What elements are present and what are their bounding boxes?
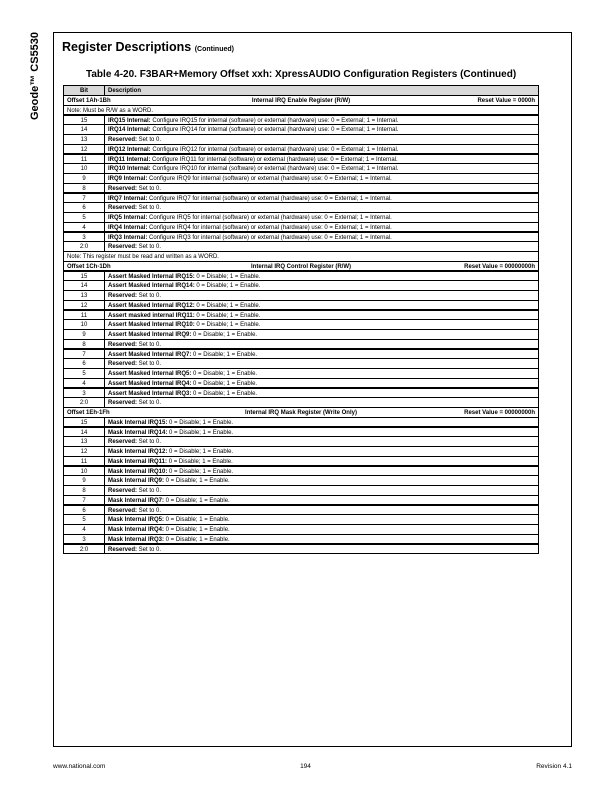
description-cell bbox=[105, 515, 538, 523]
field-description: 0 = Disable; 1 = Enable. bbox=[194, 283, 261, 290]
register-table bbox=[63, 86, 539, 554]
table-row bbox=[63, 378, 539, 388]
table-row bbox=[63, 310, 539, 320]
section-title-suffix: (Continued) bbox=[194, 46, 234, 53]
table-row bbox=[63, 534, 539, 544]
field-name: Mask Internal IRQ12: bbox=[108, 449, 168, 456]
bit-cell: 2:0 bbox=[64, 398, 105, 406]
description-cell bbox=[105, 369, 538, 377]
bit-cell: 8 bbox=[64, 184, 105, 192]
field-description: 0 = Disable; 1 = Enable. bbox=[164, 536, 230, 543]
table-row bbox=[63, 173, 539, 183]
register-note: Note: This register must be read and written as a WORD. bbox=[63, 251, 539, 261]
register-section-header bbox=[63, 95, 539, 105]
description-cell bbox=[105, 428, 538, 436]
field-name: Reserved: bbox=[108, 341, 138, 348]
bit-cell: 15 bbox=[64, 116, 105, 124]
description-cell bbox=[105, 379, 538, 387]
field-name: IRQ14 Internal: bbox=[108, 127, 151, 134]
bit-cell: 14 bbox=[64, 281, 105, 289]
table-row bbox=[63, 134, 539, 144]
bit-cell: 7 bbox=[64, 194, 105, 202]
field-description: Set to 0. bbox=[137, 507, 162, 514]
description-cell bbox=[105, 320, 538, 328]
bit-cell: 11 bbox=[64, 457, 105, 465]
table-row bbox=[63, 456, 539, 466]
register-section-header bbox=[63, 261, 539, 271]
field-name: IRQ12 Internal: bbox=[108, 146, 151, 153]
table-row bbox=[63, 144, 539, 154]
bit-cell: 9 bbox=[64, 174, 105, 182]
field-description: Configure IRQ11 for internal (software) or external (hardware) use: 0 = External; 1 = Internal. bbox=[150, 156, 398, 163]
bit-cell: 4 bbox=[64, 223, 105, 231]
table-row bbox=[63, 280, 539, 290]
register-section-header bbox=[63, 407, 539, 417]
register-reset-value: Reset Value = 00000000h bbox=[464, 410, 535, 417]
bit-cell: 6 bbox=[64, 506, 105, 514]
field-description: 0 = Disable; 1 = Enable. bbox=[194, 312, 261, 319]
field-name: Assert Masked Internal IRQ7: bbox=[108, 351, 192, 358]
field-name: IRQ3 Internal: bbox=[108, 234, 148, 241]
field-name: Mask Internal IRQ5: bbox=[108, 517, 165, 524]
field-description: Configure IRQ4 for internal (software) or external (hardware) use: 0 = External; 1 = Internal. bbox=[147, 224, 392, 231]
bit-cell: 15 bbox=[64, 418, 105, 426]
field-description: 0 = Disable; 1 = Enable. bbox=[194, 302, 261, 309]
description-cell bbox=[105, 213, 538, 221]
bit-cell: 10 bbox=[64, 164, 105, 172]
table-row bbox=[63, 163, 539, 173]
field-description: Set to 0. bbox=[137, 361, 162, 368]
field-name: Assert Masked Internal IRQ3: bbox=[108, 390, 192, 397]
description-cell bbox=[105, 350, 538, 358]
field-name: Mask Internal IRQ10: bbox=[108, 468, 168, 475]
table-row bbox=[63, 417, 539, 427]
description-cell bbox=[105, 398, 538, 406]
bit-cell: 5 bbox=[64, 213, 105, 221]
bit-cell: 8 bbox=[64, 340, 105, 348]
field-name: Reserved: bbox=[108, 439, 138, 446]
description-cell bbox=[105, 203, 538, 211]
bit-cell: 3 bbox=[64, 389, 105, 397]
table-row bbox=[63, 495, 539, 505]
description-cell bbox=[105, 535, 538, 543]
field-name: Reserved: bbox=[108, 546, 138, 553]
field-name: Reserved: bbox=[108, 244, 138, 251]
field-description: Set to 0. bbox=[137, 293, 162, 300]
description-cell bbox=[105, 496, 538, 504]
field-name: Reserved: bbox=[108, 185, 138, 192]
side-label bbox=[25, 32, 43, 122]
table-row bbox=[63, 436, 539, 446]
field-description: Set to 0. bbox=[137, 546, 162, 553]
table-row bbox=[63, 124, 539, 134]
table-row bbox=[63, 329, 539, 339]
bit-cell: 11 bbox=[64, 155, 105, 163]
description-cell bbox=[105, 467, 538, 475]
bit-cell: 6 bbox=[64, 359, 105, 367]
description-cell bbox=[105, 437, 538, 445]
bit-cell: 11 bbox=[64, 311, 105, 319]
field-description: 0 = Disable; 1 = Enable. bbox=[191, 351, 258, 358]
table-row bbox=[63, 446, 539, 456]
register-offset: Offset 1Eh-1Fh bbox=[67, 410, 110, 417]
bit-cell: 13 bbox=[64, 291, 105, 299]
field-name: Mask Internal IRQ4: bbox=[108, 527, 165, 534]
field-name: IRQ10 Internal: bbox=[108, 166, 151, 173]
description-cell bbox=[105, 223, 538, 231]
bit-cell: 13 bbox=[64, 437, 105, 445]
field-name: IRQ7 Internal: bbox=[108, 195, 148, 202]
table-row bbox=[63, 368, 539, 378]
description-cell bbox=[105, 340, 538, 348]
description-cell bbox=[105, 164, 538, 172]
field-name: IRQ11 Internal: bbox=[108, 156, 151, 163]
table-row bbox=[63, 202, 539, 212]
field-description: 0 = Disable; 1 = Enable. bbox=[167, 458, 233, 465]
table-row bbox=[63, 115, 539, 125]
table-row bbox=[63, 193, 539, 203]
description-cell bbox=[105, 301, 538, 309]
field-description: 0 = Disable; 1 = Enable. bbox=[167, 419, 234, 426]
bit-cell: 5 bbox=[64, 515, 105, 523]
field-name: Mask Internal IRQ14: bbox=[108, 429, 168, 436]
bit-cell: 15 bbox=[64, 272, 105, 280]
table-row bbox=[63, 154, 539, 164]
footer-website: www.national.com bbox=[53, 763, 106, 770]
table-row bbox=[63, 358, 539, 368]
description-cell bbox=[105, 174, 538, 182]
field-description: 0 = Disable; 1 = Enable. bbox=[167, 429, 234, 436]
field-description: Configure IRQ7 for internal (software) or external (hardware) use: 0 = External; 1 = Internal. bbox=[147, 195, 392, 202]
bit-cell: 12 bbox=[64, 301, 105, 309]
field-name: IRQ9 Internal: bbox=[108, 176, 148, 183]
table-row bbox=[63, 319, 539, 329]
field-description: Set to 0. bbox=[137, 341, 162, 348]
table-row bbox=[63, 524, 539, 534]
description-cell bbox=[105, 330, 538, 338]
footer-revision: Revision 4.1 bbox=[536, 763, 572, 770]
field-description: Set to 0. bbox=[137, 244, 162, 251]
table-row bbox=[63, 222, 539, 232]
field-name: Assert Masked Internal IRQ14: bbox=[108, 283, 195, 290]
field-description: 0 = Disable; 1 = Enable. bbox=[191, 380, 258, 387]
field-description: 0 = Disable; 1 = Enable. bbox=[164, 497, 230, 504]
field-description: 0 = Disable; 1 = Enable. bbox=[164, 517, 230, 524]
register-offset: Offset 1Ch-1Dh bbox=[67, 263, 111, 270]
field-name: Assert Masked Internal IRQ15: bbox=[108, 273, 195, 280]
field-name: Assert Masked Internal IRQ4: bbox=[108, 380, 192, 387]
section-title-text: Register Descriptions bbox=[62, 40, 192, 54]
field-description: Configure IRQ15 for internal (software) or external (hardware) use: 0 = External; 1 = Internal. bbox=[150, 117, 399, 124]
bit-cell: 14 bbox=[64, 428, 105, 436]
table-row bbox=[63, 388, 539, 398]
bit-cell: 2:0 bbox=[64, 242, 105, 250]
table-row bbox=[63, 475, 539, 485]
field-name: IRQ5 Internal: bbox=[108, 215, 148, 222]
field-description: 0 = Disable; 1 = Enable. bbox=[191, 332, 258, 339]
description-cell bbox=[105, 418, 538, 426]
field-description: Configure IRQ14 for internal (software) or external (hardware) use: 0 = External; 1 = Internal. bbox=[150, 127, 399, 134]
description-cell bbox=[105, 457, 538, 465]
field-name: Mask Internal IRQ9: bbox=[108, 478, 165, 485]
description-cell bbox=[105, 476, 538, 484]
description-cell bbox=[105, 389, 538, 397]
field-description: Set to 0. bbox=[137, 205, 162, 212]
field-description: Configure IRQ9 for internal (software) or external (hardware) use: 0 = External; 1 = Internal. bbox=[147, 176, 392, 183]
field-name: IRQ4 Internal: bbox=[108, 224, 148, 231]
bit-cell: 7 bbox=[64, 350, 105, 358]
field-name: IRQ15 Internal: bbox=[108, 117, 151, 124]
table-row bbox=[63, 241, 539, 251]
field-description: Set to 0. bbox=[137, 185, 162, 192]
register-name: Internal IRQ Mask Register (Write Only) bbox=[245, 410, 357, 417]
description-cell bbox=[105, 281, 538, 289]
description-cell bbox=[105, 291, 538, 299]
description-cell bbox=[105, 272, 538, 280]
field-description: 0 = Disable; 1 = Enable. bbox=[164, 527, 230, 534]
bit-cell: 9 bbox=[64, 330, 105, 338]
table-row bbox=[63, 466, 539, 476]
field-name: Reserved: bbox=[108, 488, 138, 495]
field-description: 0 = Disable; 1 = Enable. bbox=[167, 468, 234, 475]
table-title: Table 4-20. F3BAR+Memory Offset xxh: XpressAUDIO Configuration Registers (Continued) bbox=[86, 69, 517, 80]
description-cell bbox=[105, 135, 538, 143]
bit-cell: 3 bbox=[64, 233, 105, 241]
register-reset-value: Reset Value = 0000h bbox=[477, 98, 535, 105]
bit-cell: 13 bbox=[64, 135, 105, 143]
bit-cell: 4 bbox=[64, 379, 105, 387]
description-cell bbox=[105, 311, 538, 319]
description-cell bbox=[105, 184, 538, 192]
field-name: Reserved: bbox=[108, 293, 138, 300]
bit-cell: 6 bbox=[64, 203, 105, 211]
field-name: Mask Internal IRQ7: bbox=[108, 497, 165, 504]
field-description: Set to 0. bbox=[137, 439, 162, 446]
bit-cell: 14 bbox=[64, 125, 105, 133]
bit-cell: 7 bbox=[64, 496, 105, 504]
field-name: Mask Internal IRQ11: bbox=[108, 458, 168, 465]
table-row bbox=[63, 300, 539, 310]
table-row bbox=[63, 339, 539, 349]
field-name: Reserved: bbox=[108, 507, 138, 514]
bit-cell: 5 bbox=[64, 369, 105, 377]
description-cell bbox=[105, 242, 538, 250]
field-description: 0 = Disable; 1 = Enable. bbox=[191, 371, 258, 378]
field-description: 0 = Disable; 1 = Enable. bbox=[194, 322, 261, 329]
register-offset: Offset 1Ah-1Bh bbox=[67, 98, 111, 105]
table-row bbox=[63, 349, 539, 359]
field-name: Reserved: bbox=[108, 361, 138, 368]
table-row bbox=[63, 290, 539, 300]
field-description: Set to 0. bbox=[137, 137, 162, 144]
section-title bbox=[62, 40, 234, 54]
register-name: Internal IRQ Enable Register (R/W) bbox=[251, 98, 351, 105]
field-description: Configure IRQ10 for internal (software) or external (hardware) use: 0 = External; 1 = Internal. bbox=[150, 166, 399, 173]
field-name: Reserved: bbox=[108, 400, 138, 407]
field-name: Assert Masked Internal IRQ12: bbox=[108, 302, 195, 309]
side-label-text: Geode™ CS5530 bbox=[29, 32, 41, 120]
field-name: Mask Internal IRQ15: bbox=[108, 419, 168, 426]
description-cell bbox=[105, 447, 538, 455]
description-cell bbox=[105, 145, 538, 153]
table-row bbox=[63, 427, 539, 437]
field-description: 0 = Disable; 1 = Enable. bbox=[191, 390, 258, 397]
description-cell bbox=[105, 194, 538, 202]
bit-cell: 4 bbox=[64, 525, 105, 533]
bit-cell: 8 bbox=[64, 486, 105, 494]
description-cell bbox=[105, 155, 538, 163]
field-name: Assert masked internal IRQ11: bbox=[108, 312, 195, 319]
field-name: Assert Masked Internal IRQ10: bbox=[108, 322, 195, 329]
description-cell bbox=[105, 486, 538, 494]
field-description: 0 = Disable; 1 = Enable. bbox=[164, 478, 230, 485]
description-cell bbox=[105, 359, 538, 367]
field-description: Configure IRQ12 for internal (software) or external (hardware) use: 0 = External; 1 = Internal. bbox=[150, 146, 399, 153]
bit-cell: 12 bbox=[64, 447, 105, 455]
register-reset-value: Reset Value = 00000000h bbox=[464, 263, 535, 270]
register-note: Note: Must be R/W as a WORD. bbox=[63, 105, 539, 115]
field-name: Assert Masked Internal IRQ5: bbox=[108, 371, 192, 378]
field-name: Reserved: bbox=[108, 137, 138, 144]
description-cell bbox=[105, 545, 538, 553]
description-cell bbox=[105, 233, 538, 241]
field-description: Configure IRQ3 for internal (software) or external (hardware) use: 0 = External; 1 = Internal. bbox=[147, 234, 392, 241]
field-description: Configure IRQ5 for internal (software) or external (hardware) use: 0 = External; 1 = Internal. bbox=[147, 215, 392, 222]
table-row bbox=[63, 544, 539, 554]
bit-cell: 9 bbox=[64, 476, 105, 484]
field-description: 0 = Disable; 1 = Enable. bbox=[167, 449, 234, 456]
description-cell bbox=[105, 506, 538, 514]
table-row bbox=[63, 232, 539, 242]
table-row bbox=[63, 271, 539, 281]
description-cell bbox=[105, 525, 538, 533]
table-row bbox=[63, 485, 539, 495]
register-name: Internal IRQ Control Register (R/W) bbox=[250, 263, 351, 270]
header-bit: Bit bbox=[64, 86, 105, 94]
field-description: Set to 0. bbox=[137, 400, 162, 407]
table-row bbox=[63, 183, 539, 193]
bit-cell: 3 bbox=[64, 535, 105, 543]
field-description: 0 = Disable; 1 = Enable. bbox=[194, 273, 261, 280]
description-cell bbox=[105, 125, 538, 133]
field-name: Mask Internal IRQ3: bbox=[108, 536, 165, 543]
header-description: Description bbox=[108, 88, 142, 95]
table-row bbox=[63, 505, 539, 515]
field-name: Reserved: bbox=[108, 205, 138, 212]
description-cell bbox=[105, 116, 538, 124]
bit-cell: 10 bbox=[64, 320, 105, 328]
table-row bbox=[63, 514, 539, 524]
bit-cell: 10 bbox=[64, 467, 105, 475]
bit-cell: 2:0 bbox=[64, 545, 105, 553]
bit-cell: 12 bbox=[64, 145, 105, 153]
field-description: Set to 0. bbox=[137, 488, 162, 495]
table-row bbox=[63, 212, 539, 222]
field-name: Assert Masked Internal IRQ9: bbox=[108, 332, 192, 339]
footer-page-number: 194 bbox=[300, 763, 311, 770]
